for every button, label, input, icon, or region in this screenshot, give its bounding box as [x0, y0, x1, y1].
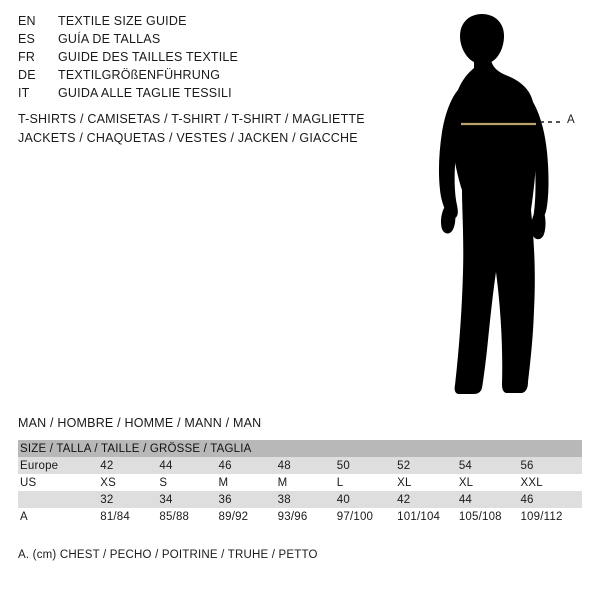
- language-row: [18, 68, 378, 86]
- row-label: A: [18, 508, 100, 525]
- language-text: TEXTILE SIZE GUIDE: [58, 14, 187, 28]
- language-code: DE: [18, 68, 36, 82]
- cell: 81/84: [100, 508, 159, 525]
- table-header-label: SIZE / TALLA / TAILLE / GRÖSSE / TAGLIA: [18, 440, 582, 457]
- cell: 93/96: [278, 508, 337, 525]
- table-row: [18, 491, 582, 508]
- row-label: Europe: [18, 457, 100, 474]
- cell: 46: [520, 491, 582, 508]
- cell: M: [278, 474, 337, 491]
- cell: 101/104: [397, 508, 459, 525]
- table-row: [18, 474, 582, 491]
- cell: 36: [219, 491, 278, 508]
- cell: 44: [459, 491, 521, 508]
- language-text: GUÍA DE TALLAS: [58, 32, 161, 46]
- language-row: [18, 32, 378, 50]
- cell: XL: [459, 474, 521, 491]
- language-list: [18, 14, 378, 104]
- language-text: GUIDA ALLE TAGLIE TESSILI: [58, 86, 232, 100]
- cell: 46: [219, 457, 278, 474]
- cell: 97/100: [337, 508, 397, 525]
- cell: 85/88: [159, 508, 218, 525]
- male-silhouette-figure: [400, 10, 600, 400]
- size-table: [18, 440, 582, 525]
- cell: L: [337, 474, 397, 491]
- cell: 48: [278, 457, 337, 474]
- category-line-jackets: JACKETS / CHAQUETAS / VESTES / JACKEN / GIACCHE: [18, 131, 358, 145]
- language-text: TEXTILGRÖßENFÜHRUNG: [58, 68, 221, 82]
- language-code: FR: [18, 50, 36, 64]
- language-row: [18, 14, 378, 32]
- cell: 32: [100, 491, 159, 508]
- cell: 40: [337, 491, 397, 508]
- cell: 38: [278, 491, 337, 508]
- table-row: [18, 508, 582, 525]
- cell: 42: [100, 457, 159, 474]
- cell: XS: [100, 474, 159, 491]
- table-row: [18, 457, 582, 474]
- category-line-tshirts: T-SHIRTS / CAMISETAS / T-SHIRT / T-SHIRT / MAGLIETTE: [18, 112, 365, 126]
- cell: 105/108: [459, 508, 521, 525]
- category-list: [18, 110, 418, 148]
- silhouette-icon: [400, 10, 600, 405]
- cell: S: [159, 474, 218, 491]
- language-row: [18, 86, 378, 104]
- cell: 54: [459, 457, 521, 474]
- language-row: [18, 50, 378, 68]
- language-code: EN: [18, 14, 36, 28]
- cell: 34: [159, 491, 218, 508]
- cell: 50: [337, 457, 397, 474]
- row-label: [18, 491, 100, 508]
- cell: 44: [159, 457, 218, 474]
- cell: 42: [397, 491, 459, 508]
- table-header-row: [18, 440, 582, 457]
- cell: XL: [397, 474, 459, 491]
- cell: M: [219, 474, 278, 491]
- language-code: ES: [18, 32, 36, 46]
- footnote: A. (cm) CHEST / PECHO / POITRINE / TRUHE / PETTO: [18, 549, 318, 561]
- language-text: GUIDE DES TAILLES TEXTILE: [58, 50, 239, 64]
- row-label: US: [18, 474, 100, 491]
- cell: 52: [397, 457, 459, 474]
- language-code: IT: [18, 86, 30, 100]
- table-section-title: MAN / HOMBRE / HOMME / MANN / MAN: [18, 416, 262, 430]
- cell: 109/112: [520, 508, 582, 525]
- cell: 56: [520, 457, 582, 474]
- cell: 89/92: [219, 508, 278, 525]
- measure-label-a: A: [567, 114, 575, 126]
- cell: XXL: [520, 474, 582, 491]
